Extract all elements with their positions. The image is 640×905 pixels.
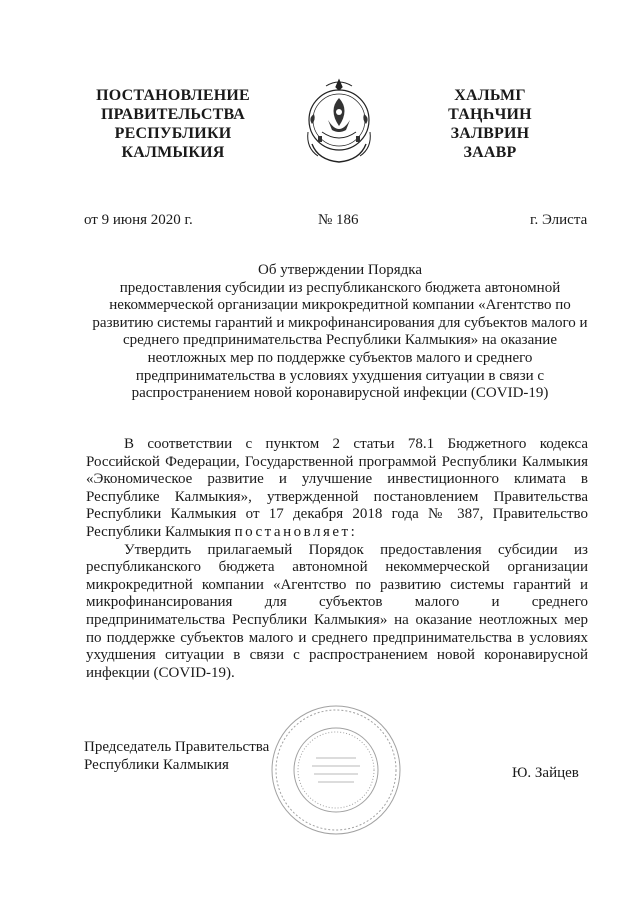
title-line: Об утверждении Порядка bbox=[258, 262, 422, 278]
header-line: ТАҢҺЧИН bbox=[448, 106, 532, 123]
header-line: РЕСПУБЛИКИ bbox=[114, 125, 232, 142]
title-line: предоставления субсидии из республиканского бюджета автономной bbox=[119, 279, 561, 296]
document-title bbox=[80, 262, 600, 403]
header-line: ПОСТАНОВЛЕНИЕ bbox=[96, 87, 250, 104]
header-russian bbox=[78, 86, 268, 162]
document-city: г. Элиста bbox=[530, 212, 588, 228]
title-line: некоммерческой организации микрокредитной компании «Агентство по bbox=[109, 297, 571, 314]
title-line: развитию системы гарантий и микрофинансирования для субъектов малого и bbox=[92, 314, 588, 331]
header-line: ХАЛЬМГ bbox=[454, 87, 526, 104]
header-line: ПРАВИТЕЛЬСТВА bbox=[100, 106, 246, 123]
position-line: Председатель Правительства bbox=[84, 739, 270, 755]
title-line: неотложных мер по поддержке субъектов малого и среднего bbox=[147, 349, 533, 366]
paragraph-preamble bbox=[86, 436, 588, 542]
preamble-text: В соответствии с пунктом 2 статьи 78.1 Бюджетного кодекса Российской Федерации, Государственной программой Республики Калмыкия «Экономическое развитие и улучшение инвестиционного климата в Республике Калмыкия», утвержденной постановлением Правительства Республики Калмыкия от 17 декабря 2018 года № 387, Правительство Республики Калмыкия bbox=[86, 436, 588, 540]
header-kalmyk bbox=[420, 86, 560, 162]
title-line: среднего предпринимательства Республики Калмыкия» на оказание bbox=[123, 332, 557, 349]
header-line: ЗАЛВРИН bbox=[450, 125, 530, 142]
document-number: № 186 bbox=[318, 212, 359, 228]
document-date: от 9 июня 2020 г. bbox=[84, 212, 193, 228]
title-line: распространением новой коронавирусной инфекции (COVID-19) bbox=[131, 385, 549, 402]
position-line: Республики Калмыкия bbox=[84, 757, 229, 773]
title-line: предпринимательства в условиях ухудшения ситуации в связи с bbox=[135, 367, 545, 384]
header-line: КАЛМЫКИЯ bbox=[121, 144, 225, 161]
signatory-position bbox=[84, 738, 269, 774]
document-body bbox=[86, 436, 588, 682]
kalmykia-coat-of-arms-icon bbox=[298, 74, 380, 166]
header-line: ЗААВР bbox=[463, 144, 517, 161]
paragraph-decision: Утвердить прилагаемый Порядок предоставления субсидии из республиканского бюджета автономной некоммерческой организации микрокредитной компании «Агентство по развитию системы гарантий и микрофинансирования для субъектов малого и среднего предпринимательства Республики Калмыкия» на оказание неотложных мер по поддержке субъектов малого и среднего предпринимательства в условиях ухудшения ситуации в связи с распространением новой коронавирусной инфекции (COVID-19). bbox=[86, 541, 588, 681]
decree-word: постановляет: bbox=[234, 523, 358, 540]
signatory-name: Ю. Зайцев bbox=[512, 765, 579, 781]
official-seal-icon bbox=[266, 700, 406, 840]
